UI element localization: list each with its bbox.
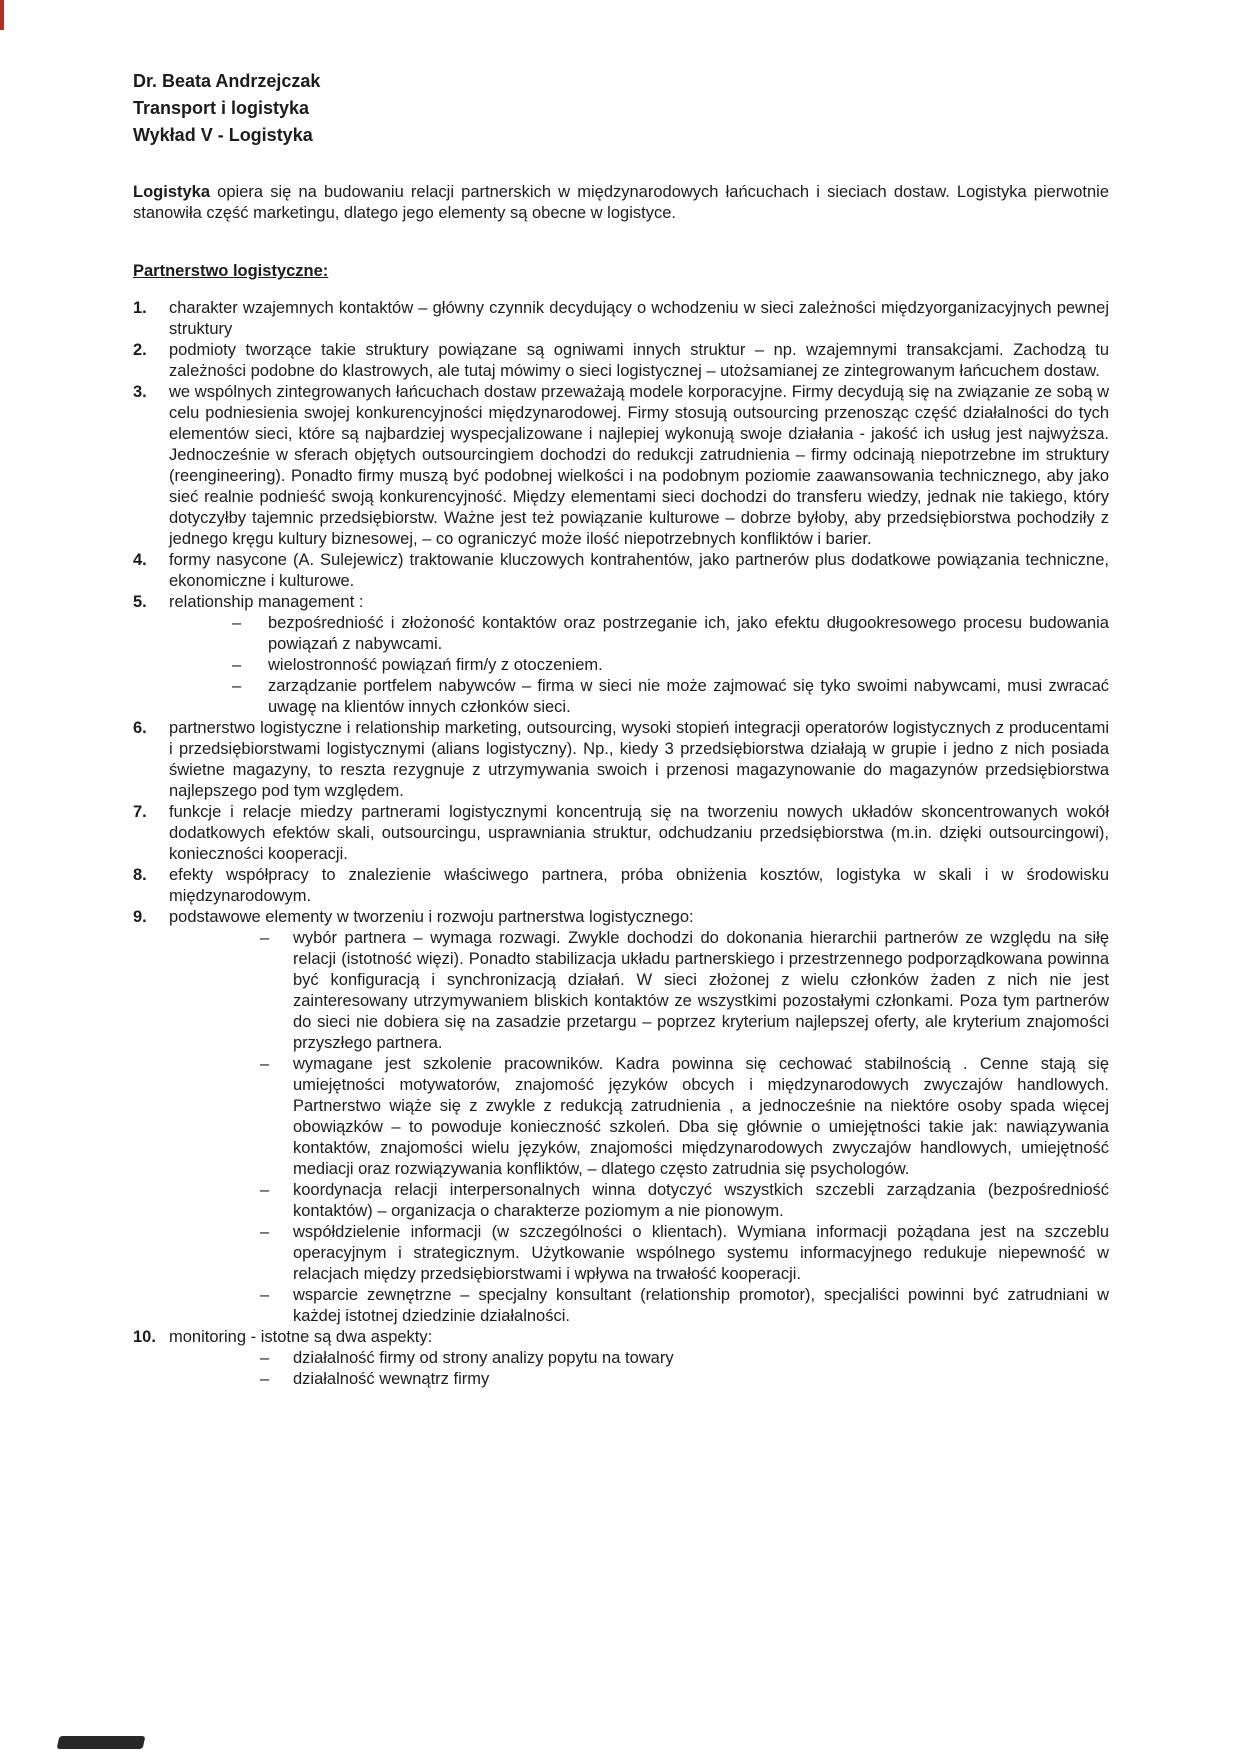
list-item-text: formy nasycone (A. Sulejewicz) traktowanie kluczowych kontrahentów, jako partnerów plus dodatkowe powiązania techniczne, ekonomiczne i kulturowe. [169,551,1109,590]
list-item [133,382,1109,550]
list-item-number: 10. [133,1328,156,1346]
dash-bullet: – [260,1286,270,1304]
sub-bullet [232,613,1109,655]
list-item-text: efekty współpracy to znalezienie właściwego partnera, próba obniżenia kosztów, logistyka w skali i w środowisku międzynarodowym. [169,866,1109,905]
list-item-text: funkcje i relacje miedzy partnerami logistycznymi koncentrują się na tworzeniu nowych układów skoncentrowanych wokół dodatkowych efektów skali, outsourcingu, usprawniania struktur, odchudzaniu przedsiębiorstwa (m.in. dzięki outsourcingowi), konieczności kooperacji. [169,803,1109,863]
sub-bullet-text: działalność firmy od strony analizy popytu na towary [293,1349,674,1367]
dash-bullet: – [260,1055,270,1073]
intro-lead-word: Logistyka [133,183,211,201]
sub-bullet-text: współdzielenie informacji (w szczególności o klientach). Wymiana informacji pożądana jest na szczeblu operacyjnym i strategicznym. Użytkowanie wspólnego systemu informacyjnego redukuje niepewność w relacjach między przedsiębiorstwami i wpływa na trwałość kooperacji. [293,1223,1109,1283]
list-item-number: 7. [133,803,147,821]
list-item-number: 9. [133,908,147,926]
list-item-text: podmioty tworzące takie struktury powiązane są ogniwami innych struktur – np. wzajemnymi transakcjami. Zachodzą tu zależności podobne do klastrowych, ale tutaj mówimy o sieci logistycznej – utożsamianej ze zintegrowanym łańcuchem dostaw. [169,341,1109,380]
sub-bullet [260,1285,1109,1327]
dash-bullet: – [260,1349,270,1367]
section-heading: Partnerstwo logistyczne: [133,262,329,280]
list-item [133,802,1109,865]
scan-artifact-bottom [57,1736,146,1749]
list-item-number: 5. [133,593,147,611]
sub-bullet-text: zarządzanie portfelem nabywców – firma w sieci nie może zajmować się tyko swoimi nabywcami, musi zwracać uwagę na klientów innych członków sieci. [268,677,1109,716]
sub-bullet [260,1054,1109,1180]
author-line: Dr. Beata Andrzejczak [133,71,321,91]
sub-bullet-text: wsparcie zewnętrzne – specjalny konsultant (relationship promotor), specjaliści powinni być zatrudniani w każdej istotnej dziedzinie działalności. [293,1286,1109,1325]
intro-paragraph [133,182,1109,224]
sub-bullet-text: wielostronność powiązań firm/y z otoczeniem. [268,656,603,674]
list-item [133,907,1109,928]
list-item-text: relationship management : [169,593,364,611]
dash-bullet: – [232,656,242,674]
lecture-title-line: Wykład V - Logistyka [133,125,313,145]
list-item-number: 3. [133,383,147,401]
list-item [133,1327,1109,1348]
sub-bullet [232,676,1109,718]
dash-bullet: – [260,1223,270,1241]
list-item [133,298,1109,340]
sub-bullet-text: koordynacja relacji interpersonalnych winna dotyczyć wszystkich szczebli zarządzania (bezpośredniość kontaktów) – organizacja o charakterze poziomym a nie pionowym. [293,1181,1109,1220]
scan-artifact-top [0,0,4,30]
document-header [133,68,1109,149]
sub-bullet [260,1222,1109,1285]
list-item-number: 1. [133,299,147,317]
list-item [133,865,1109,907]
document-content [133,68,1109,1390]
list-item-text: charakter wzajemnych kontaktów – główny czynnik decydujący o wchodzeniu w sieci zależności międzyorganizacyjnych pewnej struktury [169,299,1109,338]
list-item-text: we wspólnych zintegrowanych łańcuchach dostaw przeważają modele korporacyjne. Firmy decydują się na związanie ze sobą w celu podniesienia swojej konkurencyjności międzynarodowej. Firmy stosują outsourcing przenosząc część działalności do tych elementów sieci, które są najbardziej wyspecjalizowane i najlepiej wykonują swoje działania - jakość ich usług jest najwyższa. Jednocześnie w sferach objętych outsourcingiem dochodzi do redukcji zatrudnienia – firmy odcinają niepotrzebne im struktury (reengineering). Ponadto firmy muszą być podobnej wielkości i na podobnym poziomie zaawansowania technicznego, aby jako sieć realnie podnieść swoją konkurencyjność. Między elementami sieci dochodzi do transferu wiedzy, jednak nie takiego, który dotyczyłby tajemnic przedsiębiorstw. Ważne jest też powiązanie kulturowe – dobrze byłoby, aby przedsiębiorstwa pochodziły z jednego kręgu kultury biznesowej, – co ograniczyć może ilość niepotrzebnych konfliktów i barier. [169,383,1109,548]
sub-bullet [260,1180,1109,1222]
dash-bullet: – [260,929,270,947]
sub-bullet-text: bezpośredniość i złożoność kontaktów oraz postrzeganie ich, jako efektu długookresowego procesu budowania powiązań z nabywcami. [268,614,1109,653]
list-item [133,550,1109,592]
list-item-number: 6. [133,719,147,737]
sub-bullet-text: wybór partnera – wymaga rozwagi. Zwykle dochodzi do dokonania hierarchii partnerów ze względu na siłę relacji (istotność więzi). Ponadto stabilizacja układu partnerskiego i przestrzennego podporządkowana powinna być konfiguracją i synchronizacją działań. W sieci złożonej z wielu członków żaden z nich nie jest zainteresowany utrzymywaniem bliskich kontaktów ze wszystkimi pozostałymi członkami. Poza tym partnerów do sieci nie dobiera się na zasadzie przetargu – poprzez kryterium najlepszej oferty, ale kryterium znajomości przyszłego partnera. [293,929,1109,1052]
sub-bullet-text: działalność wewnątrz firmy [293,1370,490,1388]
sub-bullet-text: wymagane jest szkolenie pracowników. Kadra powinna się cechować stabilnością . Cenne stają się umiejętności motywatorów, znajomość języków obcych i międzynarodowych zwyczajów handlowych. Partnerstwo wiąże się z zwykle z redukcją zatrudnienia , a jednocześnie na niektóre osoby spada więcej obowiązków – to powoduje konieczność szkoleń. Dba się głównie o umiejętności takie jak: nawiązywania kontaktów, znajomości wielu języków, znajomości międzynarodowych zwyczajów handlowych, umiejętność mediacji oraz rozwiązywania konfliktów, – dlatego często zatrudnia się psychologów. [293,1055,1109,1178]
sub-bullet [260,928,1109,1054]
list-item-number: 8. [133,866,147,884]
intro-text: opiera się na budowaniu relacji partnerskich w międzynarodowych łańcuchach i sieciach dostaw. Logistyka pierwotnie stanowiła część marketingu, dlatego jego elementy są obecne w logistyce. [133,183,1109,222]
sub-bullet [260,1369,1109,1390]
sub-bullet [232,655,1109,676]
dash-bullet: – [232,614,242,632]
list-item [133,592,1109,613]
dash-bullet: – [260,1181,270,1199]
list-item-number: 4. [133,551,147,569]
dash-bullet: – [232,677,242,695]
list-item [133,340,1109,382]
sub-bullet [260,1348,1109,1369]
course-line: Transport i logistyka [133,98,310,118]
list-item [133,718,1109,802]
list-item-text: podstawowe elementy w tworzeniu i rozwoju partnerstwa logistycznego: [169,908,694,926]
list-item-text: monitoring - istotne są dwa aspekty: [169,1328,433,1346]
list-item-number: 2. [133,341,147,359]
dash-bullet: – [260,1370,270,1388]
list-item-text: partnerstwo logistyczne i relationship marketing, outsourcing, wysoki stopień integracji operatorów logistycznych z producentami i przedsiębiorstwami logistycznymi (alians logistyczny). Np., kiedy 3 przedsiębiorstwa działają w grupie i jedno z nich posiada świetne magazyny, to reszta rezygnuje z utrzymywania swoich i przenosi magazynowanie do magazynów przedsiębiorstwa najlepszego pod tym względem. [169,719,1109,800]
numbered-list [133,298,1109,1390]
